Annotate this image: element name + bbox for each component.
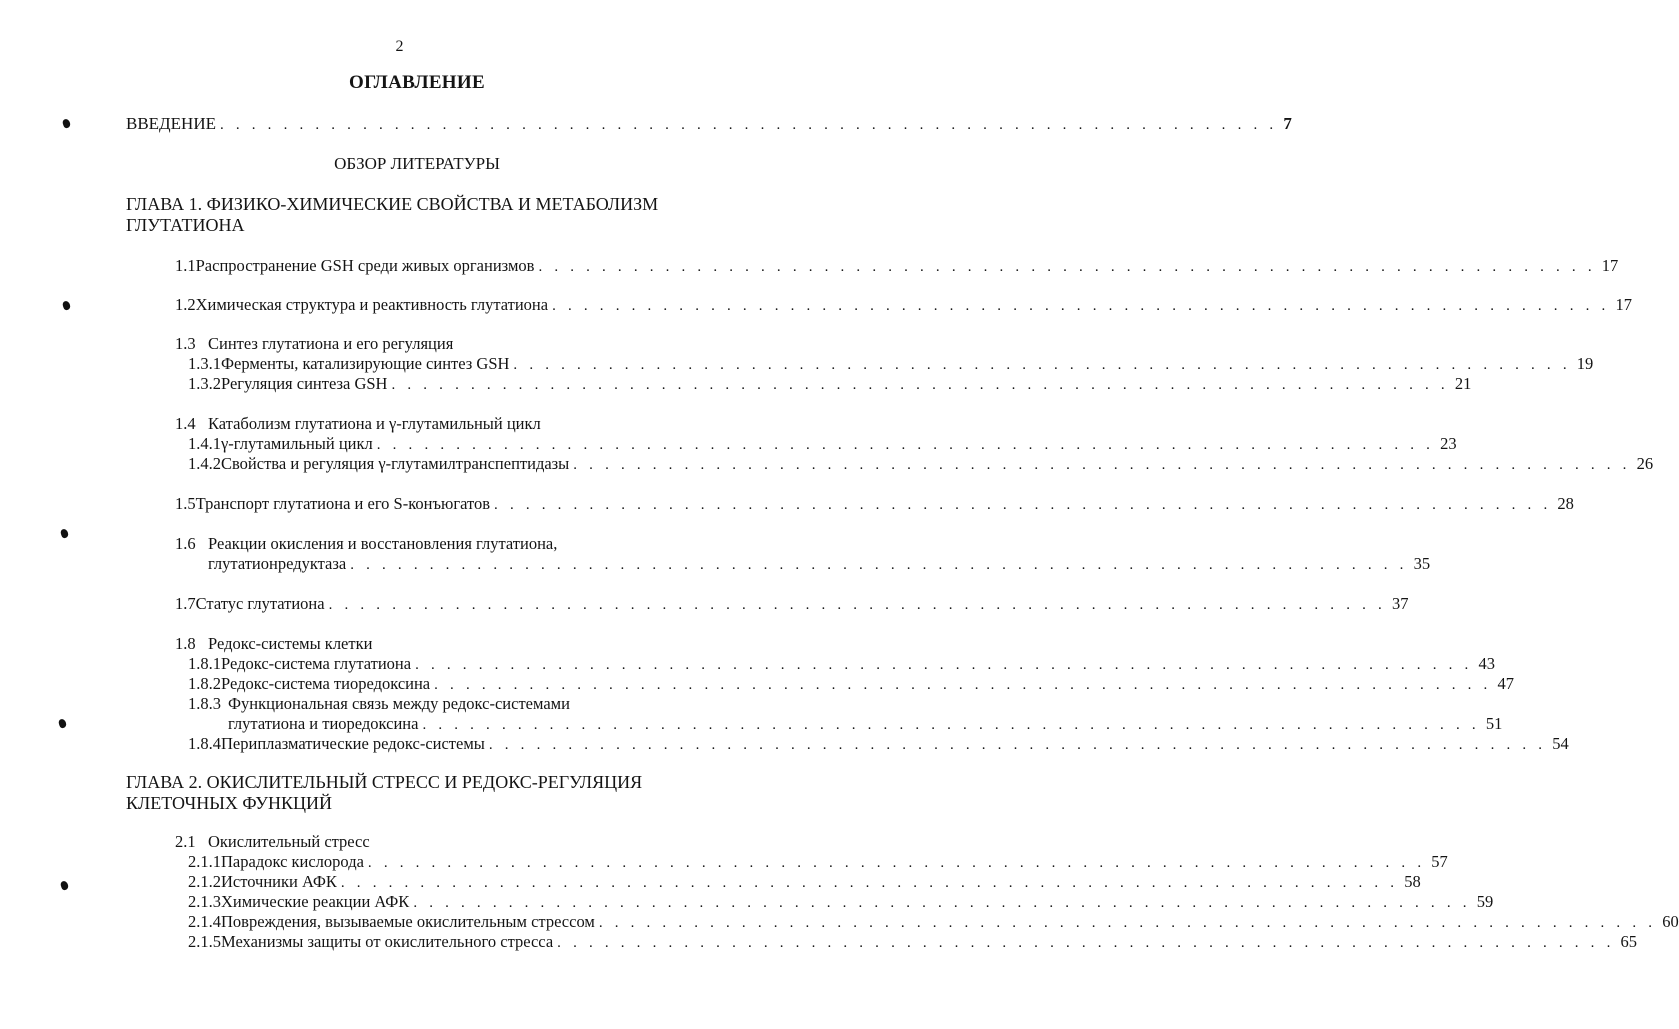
toc-title: ОГЛАВЛЕНИЕ <box>349 72 485 93</box>
toc-entry-number: 1.8.4 <box>188 734 221 753</box>
toc-leader: . . . . . . . . . . . . . . . . . . . . . . . . . . . . . . . . . . . . . . . . . . . . . . . . . . . . . . . . . . . . . . . . . . . <box>367 855 1426 871</box>
toc-entry-number: 2.1.2 <box>188 872 221 891</box>
toc-entry-number: 1.8 <box>175 634 196 653</box>
toc-entry-continuation[interactable] <box>228 714 1503 734</box>
toc-leader: . . . . . . . . . . . . . . . . . . . . . . . . . . . . . . . . . . . . . . . . . . . . . . . . . . . . . . . . . . . . . . . . . . . <box>328 597 1386 613</box>
toc-entry-number: 1.8.2 <box>188 674 221 693</box>
chapter-heading-line: ГЛУТАТИОНА <box>126 215 245 235</box>
chapter-heading-line: ГЛАВА 1. ФИЗИКО-ХИМИЧЕСКИЕ СВОЙСТВА И МЕТАБОЛИЗМ <box>126 194 659 214</box>
toc-entry-label: Распространение GSH среди живых организмов <box>195 256 535 275</box>
toc-leader: . . . . . . . . . . . . . . . . . . . . . . . . . . . . . . . . . . . . . . . . . . . . . . . . . . . . . . . . . . . . . . . . . . . <box>552 298 1610 314</box>
binding-hole-mark <box>62 118 72 130</box>
toc-entry-label: Периплазматические редокс-системы <box>221 734 485 753</box>
toc-entry-label: Транспорт глутатиона и его S-конъюгатов <box>195 494 491 513</box>
binding-hole-mark <box>60 528 70 540</box>
toc-entry-page: 51 <box>1485 714 1503 733</box>
toc-entry-label: Статус глутатиона <box>195 594 325 613</box>
toc-entry-number: 2.1.5 <box>188 932 221 951</box>
page-number: 2 <box>395 38 404 55</box>
binding-hole-mark <box>58 718 68 730</box>
toc-entry-page: 43 <box>1478 654 1495 673</box>
binding-hole-mark <box>62 300 72 312</box>
toc-entry-label-continued: глутатиона и тиоредоксина <box>228 714 419 733</box>
toc-entry-page: 35 <box>1413 554 1431 573</box>
toc-entry-page: 65 <box>1620 932 1638 951</box>
toc-entry[interactable] <box>175 534 712 554</box>
toc-entry-label: ВВЕДЕНИЕ <box>126 114 216 133</box>
toc-entry[interactable] <box>188 694 712 714</box>
toc-entry[interactable] <box>188 892 1494 912</box>
toc-entry-number: 1.7 <box>175 594 196 613</box>
toc-entry-page: 47 <box>1497 674 1514 693</box>
toc-entry-number: 1.3.2 <box>188 374 221 393</box>
toc-leader: . . . . . . . . . . . . . . . . . . . . . . . . . . . . . . . . . . . . . . . . . . . . . . . . . . . . . . . . . . . . . . . . . . . <box>413 895 1471 911</box>
toc-entry[interactable] <box>188 912 1679 932</box>
toc-entry-number: 1.1 <box>175 256 196 275</box>
toc-leader: . . . . . . . . . . . . . . . . . . . . . . . . . . . . . . . . . . . . . . . . . . . . . . . . . . . . . . . . . . . . . . . . . . . <box>434 677 1492 693</box>
toc-entry-number: 1.2 <box>175 295 196 314</box>
toc-leader: . . . . . . . . . . . . . . . . . . . . . . . . . . . . . . . . . . . . . . . . . . . . . . . . . . . . . . . . . . . . . . . . . . . <box>219 117 1278 133</box>
toc-entry-intro[interactable] <box>126 114 1292 134</box>
toc-leader: . . . . . . . . . . . . . . . . . . . . . . . . . . . . . . . . . . . . . . . . . . . . . . . . . . . . . . . . . . . . . . . . . . . <box>391 377 1449 393</box>
toc-entry-page: 19 <box>1576 354 1594 373</box>
toc-entry-number: 1.4.1 <box>188 434 221 453</box>
toc-entry-number: 2.1 <box>175 832 196 851</box>
chapter-heading-line: КЛЕТОЧНЫХ ФУНКЦИЙ <box>126 793 333 813</box>
toc-entry[interactable] <box>188 434 1457 454</box>
toc-entry-page: 23 <box>1440 434 1457 453</box>
toc-entry-number: 2.1.4 <box>188 912 221 931</box>
toc-entry-number: 1.8.1 <box>188 654 221 673</box>
toc-entry-label: Химическая структура и реактивность глутатиона <box>195 295 549 314</box>
toc-entry-label: Регуляция синтеза GSH <box>221 374 388 393</box>
toc-leader: . . . . . . . . . . . . . . . . . . . . . . . . . . . . . . . . . . . . . . . . . . . . . . . . . . . . . . . . . . . . . . . . . . . <box>598 915 1657 931</box>
toc-entry[interactable] <box>188 734 1569 754</box>
toc-entry-page: 37 <box>1391 594 1409 613</box>
toc-entry-number: 2.1.3 <box>188 892 221 911</box>
toc-leader: . . . . . . . . . . . . . . . . . . . . . . . . . . . . . . . . . . . . . . . . . . . . . . . . . . . . . . . . . . . . . . . . . . . <box>415 657 1473 673</box>
toc-entry-page: 17 <box>1615 295 1632 314</box>
toc-entry-page: 60 <box>1662 912 1679 931</box>
toc-entry-number: 1.3.1 <box>188 354 221 373</box>
toc-entry-number: 1.4.2 <box>188 454 221 473</box>
toc-entry[interactable] <box>175 594 1409 614</box>
toc-entry[interactable] <box>188 852 1448 872</box>
toc-subsection-heading[interactable] <box>175 334 712 354</box>
toc-entry[interactable] <box>188 654 1495 674</box>
toc-entry-page: 59 <box>1476 892 1494 911</box>
toc-entry[interactable] <box>175 295 1632 315</box>
toc-entry-label: Ферменты, катализирующие синтез GSH <box>221 354 510 373</box>
toc-entry-label: Свойства и регуляция γ-глутамилтранспептидазы <box>221 454 570 473</box>
toc-entry-label: Источники АФК <box>221 872 337 891</box>
toc-leader: . . . . . . . . . . . . . . . . . . . . . . . . . . . . . . . . . . . . . . . . . . . . . . . . . . . . . . . . . . . . . . . . . . . <box>340 875 1399 891</box>
toc-entry-number: 1.3 <box>175 334 196 353</box>
toc-leader: . . . . . . . . . . . . . . . . . . . . . . . . . . . . . . . . . . . . . . . . . . . . . . . . . . . . . . . . . . . . . . . . . . . <box>538 259 1596 275</box>
toc-entry-page: 21 <box>1454 374 1472 393</box>
toc-leader: . . . . . . . . . . . . . . . . . . . . . . . . . . . . . . . . . . . . . . . . . . . . . . . . . . . . . . . . . . . . . . . . . . . <box>573 457 1631 473</box>
chapter-heading-2[interactable] <box>126 772 642 814</box>
toc-entry-page: 7 <box>1283 114 1292 133</box>
toc-entry[interactable] <box>175 494 1574 514</box>
toc-entry-number: 2.1.1 <box>188 852 221 871</box>
toc-entry-number: 1.6 <box>175 534 196 553</box>
chapter-heading-1[interactable] <box>126 194 658 236</box>
chapter-heading-line: ГЛАВА 2. ОКИСЛИТЕЛЬНЫЙ СТРЕСС И РЕДОКС-РЕГУЛЯЦИЯ <box>126 772 643 792</box>
toc-entry-number: 1.8.3 <box>188 694 221 713</box>
toc-subsection-heading[interactable] <box>175 414 712 434</box>
toc-entry-number: 1.5 <box>175 494 196 513</box>
toc-entry-page: 58 <box>1404 872 1421 891</box>
toc-entry-label: γ-глутамильный цикл <box>221 434 373 453</box>
toc-entry-page: 17 <box>1601 256 1619 275</box>
toc-entry[interactable] <box>188 374 1472 394</box>
toc-entry-number: 1.4 <box>175 414 196 433</box>
toc-entry-label: Повреждения, вызываемые окислительным стрессом <box>221 912 595 931</box>
toc-entry[interactable] <box>175 256 1619 276</box>
toc-entry-label: Окислительный стресс <box>208 832 370 851</box>
toc-entry[interactable] <box>188 454 1654 474</box>
toc-entry-label: Реакции окисления и восстановления глутатиона, <box>208 534 558 553</box>
toc-entry-label: Механизмы защиты от окислительного стресса <box>221 932 554 951</box>
toc-leader: . . . . . . . . . . . . . . . . . . . . . . . . . . . . . . . . . . . . . . . . . . . . . . . . . . . . . . . . . . . . . . . . . . . <box>557 935 1615 951</box>
toc-leader: . . . . . . . . . . . . . . . . . . . . . . . . . . . . . . . . . . . . . . . . . . . . . . . . . . . . . . . . . . . . . . . . . . . <box>513 357 1571 373</box>
section-heading: ОБЗОР ЛИТЕРАТУРЫ <box>334 154 500 173</box>
toc-leader: . . . . . . . . . . . . . . . . . . . . . . . . . . . . . . . . . . . . . . . . . . . . . . . . . . . . . . . . . . . . . . . . . . . <box>488 737 1547 753</box>
toc-leader: . . . . . . . . . . . . . . . . . . . . . . . . . . . . . . . . . . . . . . . . . . . . . . . . . . . . . . . . . . . . . . . . . . . <box>494 497 1552 513</box>
toc-entry-continuation[interactable] <box>208 554 1431 574</box>
toc-entry[interactable] <box>188 932 1638 952</box>
toc-entry-page: 54 <box>1552 734 1569 753</box>
toc-entry-label: Синтез глутатиона и его регуляция <box>208 334 454 353</box>
toc-entry-page: 28 <box>1557 494 1574 513</box>
toc-entry-label-continued: глутатионредуктаза <box>208 554 347 573</box>
toc-entry[interactable] <box>188 674 1514 694</box>
toc-leader: . . . . . . . . . . . . . . . . . . . . . . . . . . . . . . . . . . . . . . . . . . . . . . . . . . . . . . . . . . . . . . . . . . . <box>376 437 1435 453</box>
toc-subsection-heading[interactable] <box>175 832 712 852</box>
toc-leader: . . . . . . . . . . . . . . . . . . . . . . . . . . . . . . . . . . . . . . . . . . . . . . . . . . . . . . . . . . . . . . . . . . . <box>422 717 1480 733</box>
toc-entry-page: 26 <box>1636 454 1654 473</box>
toc-entry[interactable] <box>188 872 1421 892</box>
toc-entry-label: Редокс-система глутатиона <box>221 654 412 673</box>
toc-entry-label: Катаболизм глутатиона и γ-глутамильный цикл <box>208 414 541 433</box>
binding-hole-mark <box>60 880 70 892</box>
toc-entry-label: Редокс-система тиоредоксина <box>221 674 431 693</box>
toc-entry-label: Функциональная связь между редокс-системами <box>228 694 570 713</box>
toc-entry-page: 57 <box>1431 852 1448 871</box>
toc-entry-label: Редокс-системы клетки <box>208 634 373 653</box>
toc-entry-label: Парадокс кислорода <box>221 852 364 871</box>
toc-entry-label: Химические реакции АФК <box>221 892 410 911</box>
toc-entry[interactable] <box>188 354 1594 374</box>
toc-leader: . . . . . . . . . . . . . . . . . . . . . . . . . . . . . . . . . . . . . . . . . . . . . . . . . . . . . . . . . . . . . . . . . . . <box>350 557 1408 573</box>
toc-subsection-heading[interactable] <box>175 634 712 654</box>
